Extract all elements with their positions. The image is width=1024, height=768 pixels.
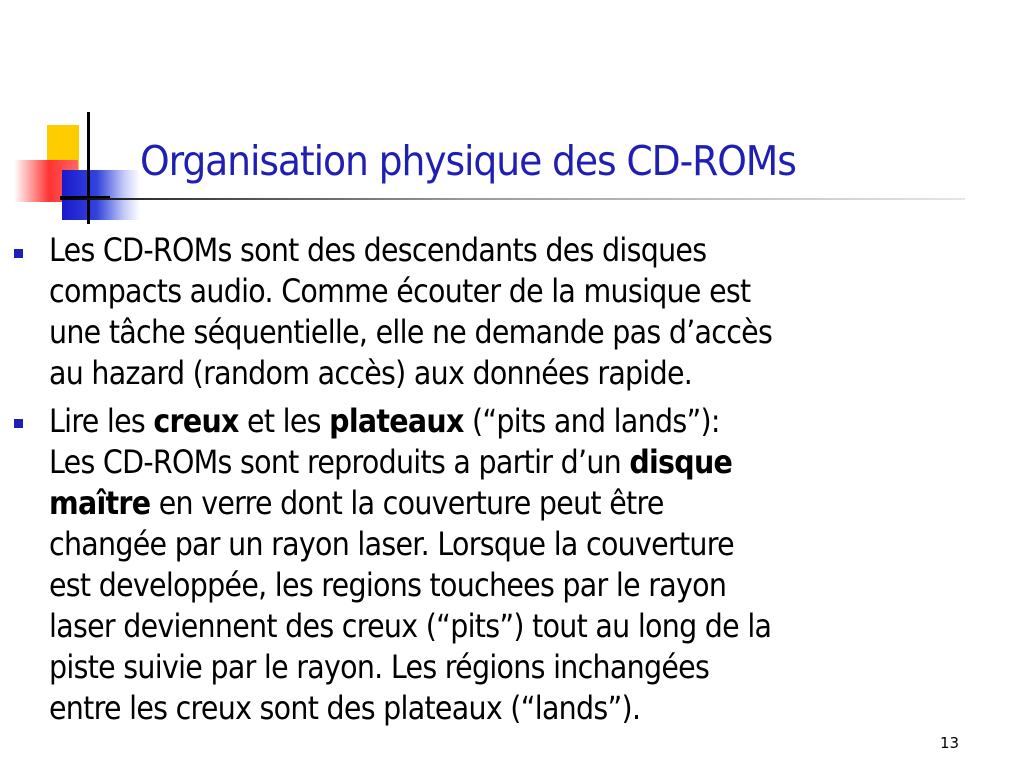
bullet-2-line-5: est developpée, les regions touchees par le rayon [49, 566, 727, 604]
bullet-2-line-2 [49, 442, 966, 483]
text-run: et les [238, 402, 330, 440]
bullet-1-line-4: au hazard (random accès) aux données rapide. [49, 354, 693, 392]
slide-title: Organisation physique des CD-ROMs [140, 137, 796, 185]
bullet-2-line-4: changée par un rayon laser. Lorsque la couverture [49, 525, 734, 563]
bullet-2-line-8: entre les creux sont des plateaux (“lands”). [49, 689, 641, 727]
bullet-2-line-7: piste suivie par le rayon. Les régions inchangées [49, 648, 710, 686]
bold-term-maitre: maître [49, 484, 151, 522]
text-run: Les CD-ROMs sont reproduits a partir d’un [49, 443, 630, 481]
text-run: Lire les [49, 402, 154, 440]
bullet-marker [14, 419, 23, 428]
bullet-1-line-1: Les CD-ROMs sont des descendants des disques [49, 231, 707, 269]
logo-vertical-line [87, 112, 90, 224]
bullet-2-line-6: laser deviennent des creux (“pits”) tout au long de la [49, 607, 772, 645]
bullet-1-line-2: compacts audio. Comme écouter de la musique est [49, 272, 751, 310]
bold-term-plateaux: plateaux [329, 402, 464, 440]
bold-term-disque: disque [629, 443, 733, 481]
bullet-2-line-1 [49, 401, 966, 442]
bullet-marker [14, 249, 23, 258]
text-run: en verre dont la couverture peut être [150, 484, 664, 522]
logo-blue-square [62, 170, 140, 220]
slide-number: 13 [940, 734, 960, 752]
bullet-2-line-3 [49, 483, 966, 524]
text-run: (“pits and lands”): [463, 402, 720, 440]
title-rule [60, 198, 965, 200]
bullet-1-line-3: une tâche séquentielle, elle ne demande pas d’accès [49, 313, 773, 351]
bullet-1-text [49, 230, 966, 394]
bold-term-creux: creux [153, 402, 239, 440]
bullet-2-text [49, 401, 966, 729]
slide-logo [0, 0, 140, 230]
